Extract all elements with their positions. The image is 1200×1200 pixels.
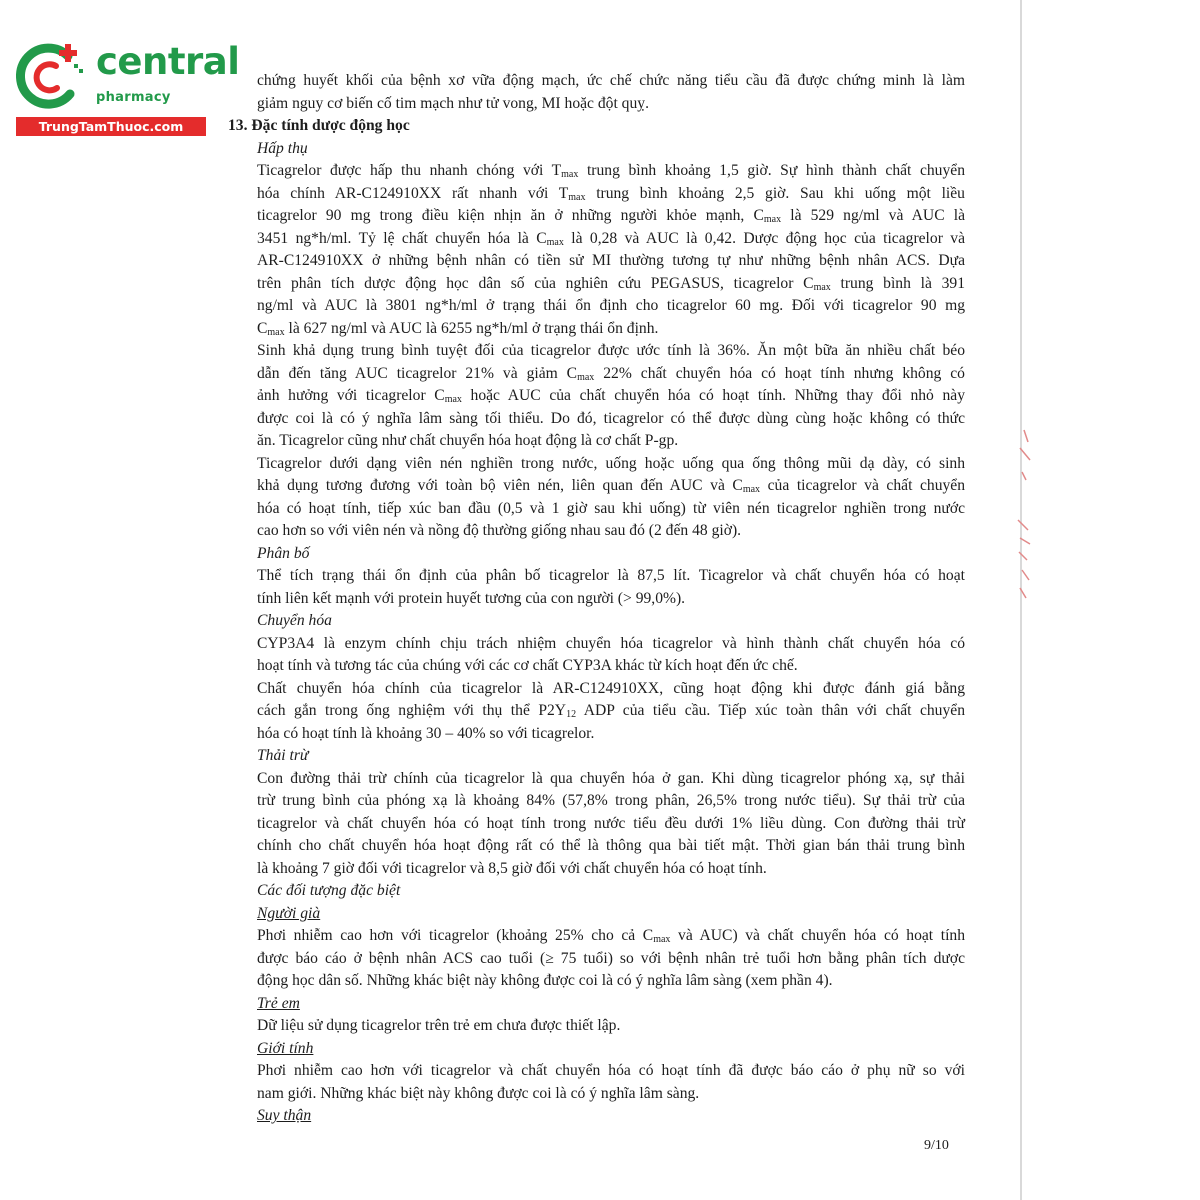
text-line: hoạt tính và tương tác của chúng với các cơ chất CYP3A khác từ kích hoạt đến ức chế. (257, 657, 798, 674)
document-body (228, 70, 966, 1128)
text-line: khả dụng tương đương với toàn bộ viên nén, liên quan đến AUC và $C_{max}$ của ticagrelor và chất chuyển (257, 477, 966, 495)
text-line: chính cho chất chuyển hóa hoạt động rất có thể là thông qua bài tiết mật. Thời gian bán thải trung bình (257, 837, 965, 854)
text-line: cách gắn trong ống nghiệm với thụ thể $P2Y_{12}$ ADP của tiểu cầu. Tiếp xúc toàn thân với chất chuyển (257, 702, 965, 720)
text-line: Ticagrelor dưới dạng viên nén nghiền trong nước, uống hoặc uống qua ống thông mũi dạ dày, có sinh (257, 454, 965, 472)
text-line: Ticagrelor được hấp thu nhanh chóng với $T_{max}$ trung bình khoảng 1,5 giờ. Sự hình thành chất chuyển (257, 162, 965, 180)
text-line: Thể tích trạng thái ổn định của phân bố ticagrelor là 87,5 lít. Ticagrelor và chất chuyển hóa có hoạt (257, 567, 965, 584)
text-line: giảm nguy cơ biến cố tim mạch như tử vong, MI hoặc đột quỵ. (257, 94, 649, 112)
text-line: $C_{max}$ là 627 ng/ml và AUC là 6255 ng*h/ml ở trạng thái ổn định. (257, 319, 659, 338)
page-number: 9/10 (924, 1138, 949, 1153)
text-line: nam giới. Những khác biệt này không được coi là có ý nghĩa lâm sàng. (257, 1084, 700, 1102)
text-line: ticagrelor và chất chuyển hóa có hoạt tính trong nước tiểu đều dưới 1% liều dùng. Con đường thải trừ (257, 814, 965, 832)
text-line: ảnh hưởng với ticagrelor $C_{max}$ hoặc AUC của chất chuyển hóa có hoạt tính. Những thay đổi nhỏ này (257, 387, 965, 405)
text-line: Chất chuyển hóa chính của ticagrelor là AR-C124910XX, cũng hoạt động khi được đánh giá bằng (257, 679, 965, 697)
pharmacy-logo-icon (10, 38, 92, 116)
paragraph-metabolism (257, 633, 965, 678)
subheading-phan-bo: Phân bố (257, 544, 310, 562)
text-line: là khoảng 7 giờ đối với ticagrelor và 8,5 giờ đối với chất chuyển hóa có hoạt tính. (257, 859, 767, 877)
logo-brand-name: central (96, 40, 240, 83)
paragraph-gender (257, 1060, 965, 1105)
paragraph-absorption (257, 160, 965, 340)
text-line: 3451 ng*h/ml. Tỷ lệ chất chuyển hóa là $C_{max}$ là 0,28 và AUC là 0,42. Dược động học của ticagrelor và (257, 229, 965, 248)
text-line: chứng huyết khối của bệnh xơ vữa động mạch, ức chế chức năng tiểu cầu đã được chứng minh là làm (257, 72, 965, 89)
text-line: Phơi nhiễm cao hơn với ticagrelor (khoảng 25% cho cả $C_{max}$ và AUC) và chất chuyển hóa có hoạt tính (257, 927, 966, 945)
text-line: trừ trung bình của phóng xạ là khoảng 84% (57,8% trong phân, 26,5% trong nước tiểu). Sự thải trừ của (257, 792, 965, 809)
text-line: CYP3A4 là enzym chính chịu trách nhiệm chuyển hóa ticagrelor và hình thành chất chuyển hóa có (257, 634, 965, 652)
paragraph-elimination (257, 768, 965, 881)
subheading-hap-thu: Hấp thụ (257, 139, 308, 157)
text-line: được báo cáo ở bệnh nhân ACS cao tuổi (≥ 75 tuổi) so với bệnh nhân trẻ tuổi hơn bằng phân tích dược (257, 949, 965, 967)
paragraph-elderly (257, 925, 965, 993)
text-line: ticagrelor 90 mg trong điều kiện nhịn ăn ở những người khỏe mạnh, $C_{max}$ là 529 ng/ml và AUC là (257, 207, 965, 225)
subheading-chuyen-hoa: Chuyển hóa (257, 612, 332, 629)
text-line: ăn. Ticagrelor cũng như chất chuyển hóa hoạt động là cơ chất P-gp. (257, 432, 679, 449)
text-line: hóa có hoạt tính là khoảng 30 – 40% so với ticagrelor. (257, 724, 595, 742)
text-line: Sinh khả dụng trung bình tuyệt đối của ticagrelor được ước tính là 36%. Ăn một bữa ăn nhiều chất béo (257, 342, 965, 359)
text-line: được coi là có ý nghĩa lâm sàng tối thiểu. Do đó, ticagrelor có thể được dùng cùng hoặc không có thức (257, 409, 965, 427)
text-line: trên phân tích dược động học dân số của nghiên cứu PEGASUS, ticagrelor $C_{max}$ trung bình là 391 (257, 274, 965, 293)
text-line: động học dân số. Những khác biệt này không được coi là có ý nghĩa lâm sàng (xem phần 4). (257, 972, 833, 989)
logo-website-url: TrungTamThuoc.com (16, 117, 206, 136)
subheading-suy-than: Suy thận (257, 1107, 312, 1124)
subheading-thai-tru: Thải trừ (257, 747, 309, 764)
text-line: dẫn đến tăng AUC ticagrelor 21% và giảm $C_{max}$ 22% chất chuyển hóa có hoạt tính nhưng không có (257, 364, 965, 383)
subheading-tre-em: Trẻ em (257, 994, 300, 1012)
subheading-doi-tuong-dac-biet: Các đối tượng đặc biệt (257, 882, 401, 899)
paragraph-intro (257, 70, 965, 115)
text-line: Phơi nhiễm cao hơn với ticagrelor và chất chuyển hóa có hoạt tính đã được báo cáo ở phụ nữ so với (257, 1062, 965, 1079)
logo-subtitle: pharmacy (96, 90, 171, 105)
text-line: AR-C124910XX ở những bệnh nhân có tiền sử MI thường tương tự như những bệnh nhân ACS. Dựa (257, 252, 965, 269)
section-heading: 13. Đặc tính dược động học (228, 117, 410, 134)
subheading-nguoi-gia: Người già (257, 904, 321, 922)
text-line: cao hơn so với viên nén và nồng độ thường giống nhau sau đó (2 đến 48 giờ). (257, 522, 742, 539)
text-line: Con đường thải trừ chính của ticagrelor là qua chuyển hóa ở gan. Khi dùng ticagrelor phóng xạ, sự thải (257, 769, 965, 787)
paragraph-distribution (257, 565, 965, 610)
central-pharmacy-logo (10, 38, 240, 138)
paragraph-children: Dữ liệu sử dụng ticagrelor trên trẻ em chưa được thiết lập. (257, 1017, 621, 1034)
text-line: hóa chính AR-C124910XX rất nhanh với $T_{max}$ trung bình khoảng 2,5 giờ. Sau khi uống một liều (257, 184, 965, 203)
text-line: ng/ml và AUC là 3801 ng*h/ml ở trạng thái ổn định cho ticagrelor 60 mg. Đối với ticagrelor 90 mg (257, 297, 965, 314)
paragraph-main-metabolite (257, 678, 965, 746)
text-line: tính liên kết mạnh với protein huyết tương của con người (> 99,0%). (257, 589, 686, 607)
text-line: hóa có hoạt tính, tiếp xúc ban đầu (0,5 và 1 giờ sau khi uống) từ viên nén ticagrelor nghiền trong nước (257, 499, 965, 517)
edge-stamp-mark (1010, 420, 1034, 610)
subheading-gioi-tinh: Giới tính (257, 1039, 314, 1057)
paragraph-crushed-tablet (257, 453, 965, 543)
paragraph-bioavailability (257, 340, 965, 453)
